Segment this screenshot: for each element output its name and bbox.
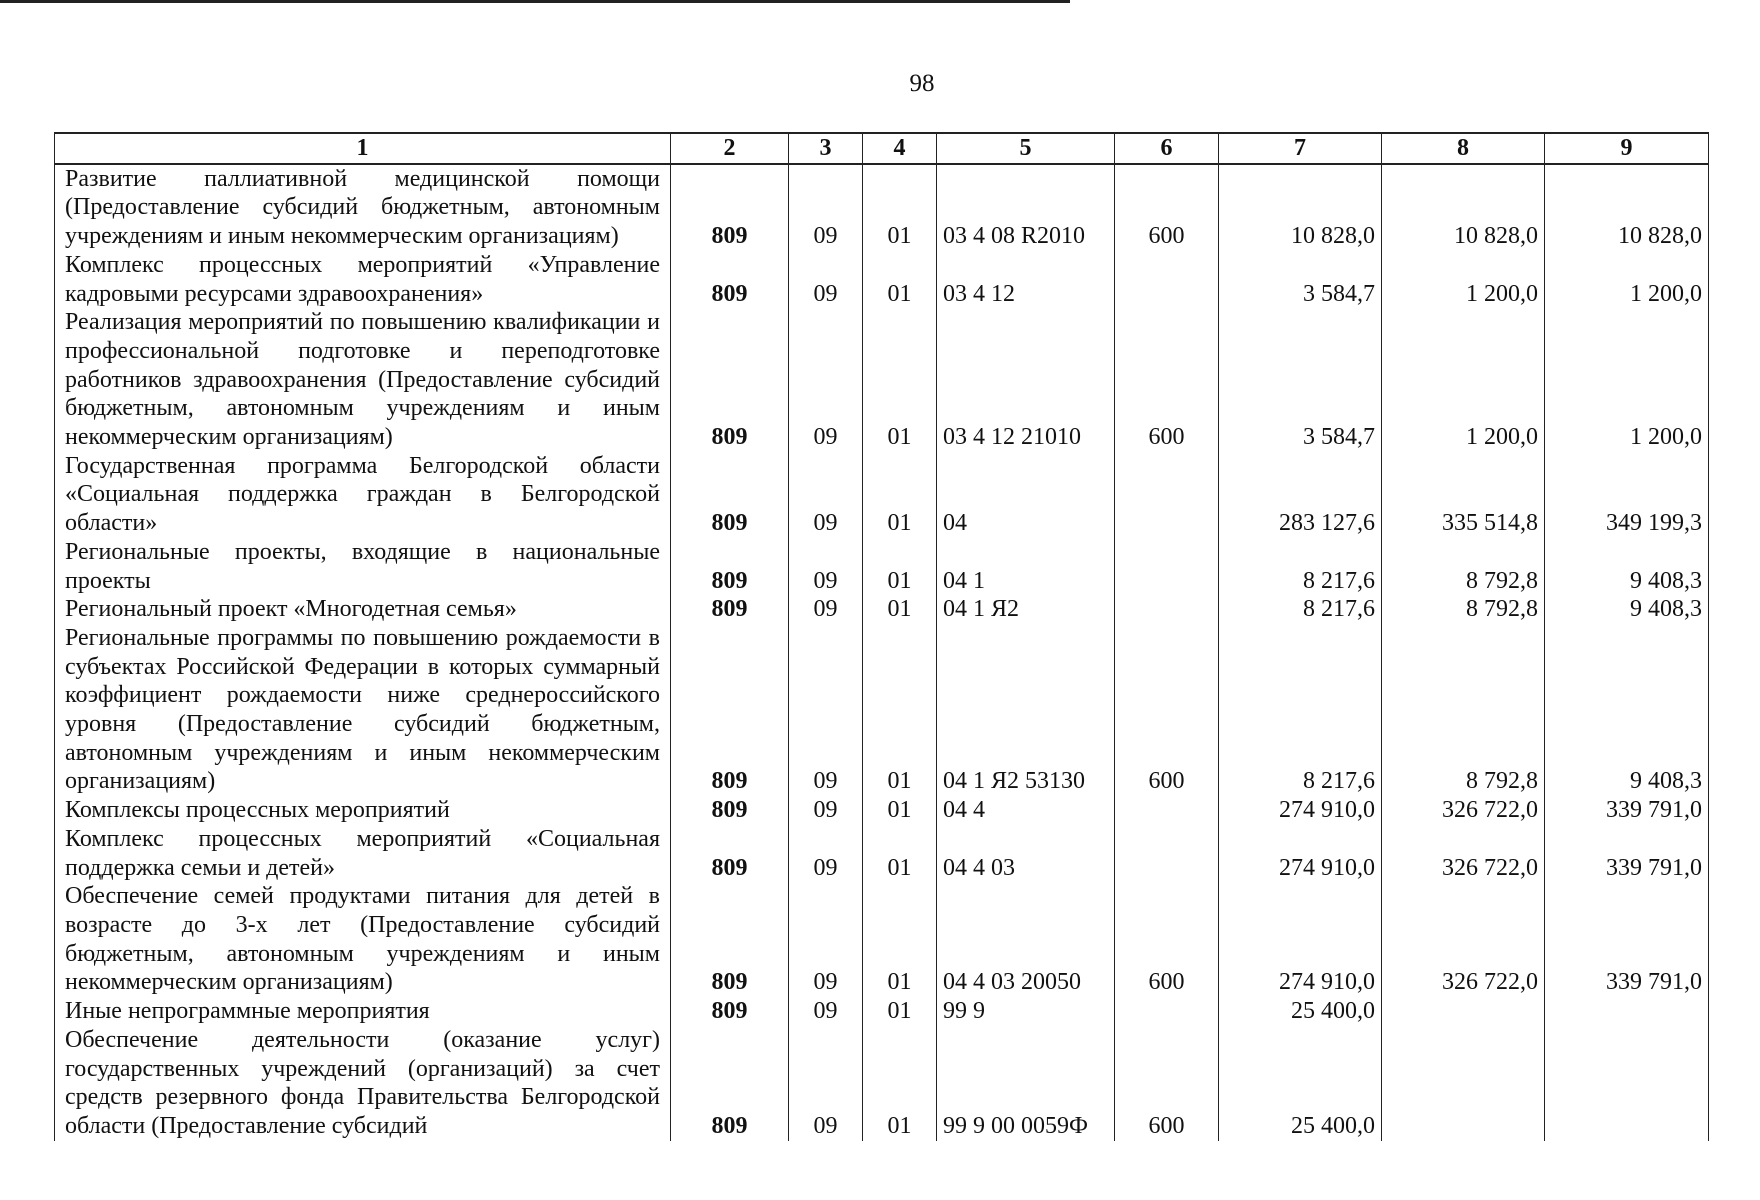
amount-cell: 9 408,3 [1545,538,1709,595]
amount-cell: 25 400,0 [1219,997,1382,1026]
target-article-cell: 04 4 [937,796,1115,825]
table-row [55,796,1709,825]
amount-cell: 283 127,6 [1219,452,1382,538]
table-header-row [55,133,1709,164]
subsection-cell: 01 [863,1026,937,1141]
expense-type-cell [1115,595,1219,624]
target-article-cell: 03 4 12 21010 [937,308,1115,452]
table-row [55,452,1709,538]
subsection-cell: 01 [863,251,937,308]
subsection-cell: 01 [863,997,937,1026]
target-article-cell: 04 1 [937,538,1115,595]
amount-cell [1382,1026,1545,1141]
section-cell: 09 [789,882,863,997]
budget-table [54,132,1709,1141]
amount-cell: 10 828,0 [1382,164,1545,251]
target-article-cell: 99 9 00 0059Ф [937,1026,1115,1141]
column-header: 6 [1115,133,1219,164]
amount-cell: 335 514,8 [1382,452,1545,538]
table-row [55,624,1709,796]
admin-code-cell: 809 [671,1026,789,1141]
row-name-cell: Государственная программа Белгородской области «Социальная поддержка граждан в Белгородской области» [55,452,671,538]
expense-type-cell: 600 [1115,882,1219,997]
table-row [55,251,1709,308]
section-cell: 09 [789,251,863,308]
expense-type-cell: 600 [1115,624,1219,796]
amount-cell: 1 200,0 [1545,251,1709,308]
admin-code-cell: 809 [671,595,789,624]
subsection-cell: 01 [863,825,937,882]
subsection-cell: 01 [863,624,937,796]
target-article-cell: 99 9 [937,997,1115,1026]
amount-cell: 10 828,0 [1219,164,1382,251]
section-cell: 09 [789,452,863,538]
amount-cell: 326 722,0 [1382,796,1545,825]
amount-cell [1545,1026,1709,1141]
target-article-cell: 03 4 08 R2010 [937,164,1115,251]
subsection-cell: 01 [863,164,937,251]
amount-cell: 274 910,0 [1219,825,1382,882]
section-cell: 09 [789,997,863,1026]
amount-cell: 1 200,0 [1382,251,1545,308]
column-header: 1 [55,133,671,164]
amount-cell: 8 792,8 [1382,595,1545,624]
row-name-cell: Развитие паллиативной медицинской помощи (Предоставление субсидий бюджетным, автономным учреждениям и иным некоммерческим организациям) [55,164,671,251]
admin-code-cell: 809 [671,164,789,251]
target-article-cell: 04 4 03 20050 [937,882,1115,997]
amount-cell: 349 199,3 [1545,452,1709,538]
amount-cell: 1 200,0 [1545,308,1709,452]
admin-code-cell: 809 [671,538,789,595]
admin-code-cell: 809 [671,251,789,308]
amount-cell: 326 722,0 [1382,825,1545,882]
expense-type-cell [1115,452,1219,538]
column-header: 5 [937,133,1115,164]
subsection-cell: 01 [863,796,937,825]
amount-cell [1545,997,1709,1026]
subsection-cell: 01 [863,452,937,538]
top-scan-rule [0,0,1070,3]
page-number: 98 [909,70,935,97]
column-header: 2 [671,133,789,164]
admin-code-cell: 809 [671,452,789,538]
amount-cell [1382,997,1545,1026]
row-name-cell: Обеспечение семей продуктами питания для детей в возрасте до 3-х лет (Предоставление субсидий бюджетным, автономным учреждениям и иным некоммерческим организациям) [55,882,671,997]
column-header: 9 [1545,133,1709,164]
row-name-cell: Комплекс процессных мероприятий «Управление кадровыми ресурсами здравоохранения» [55,251,671,308]
target-article-cell: 04 [937,452,1115,538]
expense-type-cell [1115,997,1219,1026]
row-name-cell: Обеспечение деятельности (оказание услуг) государственных учреждений (организаций) за счет средств резервного фонда Правительства Белгородской области (Предоставление субсидий [55,1026,671,1141]
amount-cell: 10 828,0 [1545,164,1709,251]
column-header: 7 [1219,133,1382,164]
table-row [55,825,1709,882]
admin-code-cell: 809 [671,308,789,452]
amount-cell: 8 792,8 [1382,624,1545,796]
amount-cell: 9 408,3 [1545,595,1709,624]
admin-code-cell: 809 [671,825,789,882]
row-name-cell: Комплекс процессных мероприятий «Социальная поддержка семьи и детей» [55,825,671,882]
subsection-cell: 01 [863,595,937,624]
subsection-cell: 01 [863,538,937,595]
admin-code-cell: 809 [671,796,789,825]
column-header: 4 [863,133,937,164]
amount-cell: 3 584,7 [1219,251,1382,308]
subsection-cell: 01 [863,882,937,997]
row-name-cell: Комплексы процессных мероприятий [55,796,671,825]
expense-type-cell: 600 [1115,308,1219,452]
table-row [55,997,1709,1026]
target-article-cell: 04 1 Я2 53130 [937,624,1115,796]
target-article-cell: 04 4 03 [937,825,1115,882]
amount-cell: 8 792,8 [1382,538,1545,595]
section-cell: 09 [789,1026,863,1141]
section-cell: 09 [789,308,863,452]
table-row [55,595,1709,624]
expense-type-cell: 600 [1115,1026,1219,1141]
section-cell: 09 [789,164,863,251]
admin-code-cell: 809 [671,624,789,796]
section-cell: 09 [789,796,863,825]
table-row [55,1026,1709,1141]
row-name-cell: Иные непрограммные мероприятия [55,997,671,1026]
amount-cell: 9 408,3 [1545,624,1709,796]
section-cell: 09 [789,624,863,796]
row-name-cell: Региональный проект «Многодетная семья» [55,595,671,624]
target-article-cell: 03 4 12 [937,251,1115,308]
expense-type-cell: 600 [1115,164,1219,251]
amount-cell: 8 217,6 [1219,538,1382,595]
admin-code-cell: 809 [671,882,789,997]
row-name-cell: Региональные проекты, входящие в национальные проекты [55,538,671,595]
row-name-cell: Реализация мероприятий по повышению квалификации и профессиональной подготовке и переподготовке работников здравоохранения (Предоставление субсидий бюджетным, автономным учреждениям и иным некоммерческим организациям) [55,308,671,452]
column-header: 8 [1382,133,1545,164]
expense-type-cell [1115,796,1219,825]
row-name-cell: Региональные программы по повышению рождаемости в субъектах Российской Федерации в которых суммарный коэффициент рождаемости ниже среднероссийского уровня (Предоставление субсидий бюджетным, автономным учреждениям и иным некоммерческим организациям) [55,624,671,796]
subsection-cell: 01 [863,308,937,452]
amount-cell: 1 200,0 [1382,308,1545,452]
section-cell: 09 [789,595,863,624]
expense-type-cell [1115,825,1219,882]
table-row [55,308,1709,452]
amount-cell: 339 791,0 [1545,796,1709,825]
expense-type-cell [1115,251,1219,308]
table-row [55,882,1709,997]
table-row [55,164,1709,251]
amount-cell: 274 910,0 [1219,882,1382,997]
amount-cell: 3 584,7 [1219,308,1382,452]
amount-cell: 8 217,6 [1219,595,1382,624]
column-header: 3 [789,133,863,164]
section-cell: 09 [789,825,863,882]
section-cell: 09 [789,538,863,595]
amount-cell: 326 722,0 [1382,882,1545,997]
amount-cell: 8 217,6 [1219,624,1382,796]
amount-cell: 25 400,0 [1219,1026,1382,1141]
amount-cell: 339 791,0 [1545,882,1709,997]
table-row [55,538,1709,595]
amount-cell: 339 791,0 [1545,825,1709,882]
target-article-cell: 04 1 Я2 [937,595,1115,624]
amount-cell: 274 910,0 [1219,796,1382,825]
admin-code-cell: 809 [671,997,789,1026]
expense-type-cell [1115,538,1219,595]
